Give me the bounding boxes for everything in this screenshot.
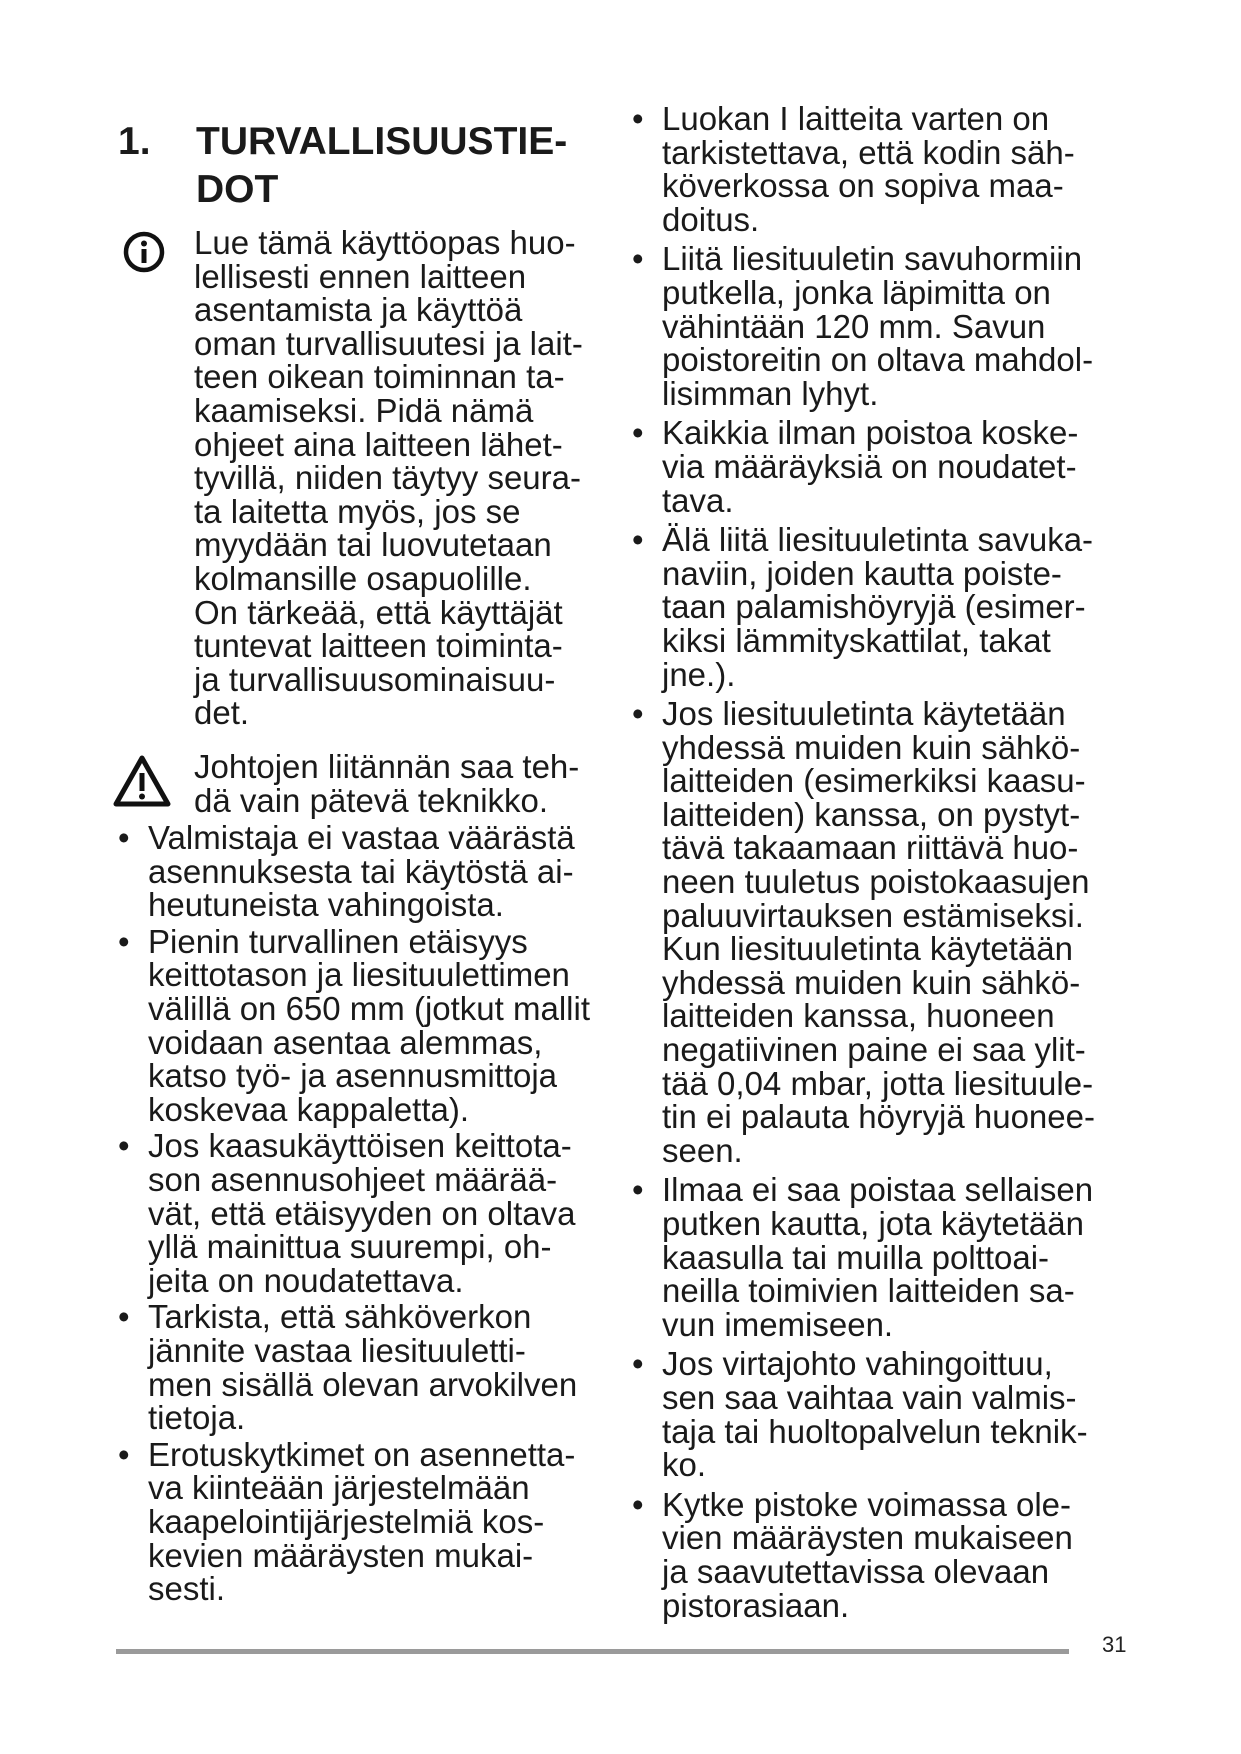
text-line: keittotason ja liesituulettimen	[148, 956, 570, 994]
text-line: laitteiden kanssa, huoneen	[662, 997, 1055, 1035]
text-line: taan palamishöyryjä (esimer-	[662, 588, 1086, 626]
text-line: lellisesti ennen laitteen	[194, 257, 527, 295]
text-line: ohjeet aina laitteen lähet-	[194, 425, 563, 463]
text-line: kaamiseksi. Pidä nämä	[194, 391, 534, 429]
bullet-dot: •	[118, 819, 130, 857]
bullet-dot: •	[632, 1171, 644, 1209]
bullet-dot: •	[118, 922, 130, 960]
bullet-dot: •	[632, 1485, 644, 1523]
text-line: katso työ- ja asennusmittoja	[148, 1057, 558, 1095]
list-item	[632, 523, 1152, 691]
text-line: On tärkeää, että käyttäjät	[194, 593, 563, 631]
text-line: Pienin turvallinen etäisyys	[148, 922, 528, 960]
text-line: asentamista ja käyttöä	[194, 291, 523, 329]
list-item	[632, 242, 1152, 410]
page-number: 31	[1102, 1632, 1127, 1657]
text-line: Ilmaa ei saa poistaa sellaisen	[662, 1171, 1094, 1209]
text-line: Luokan I laitteita varten on	[662, 100, 1050, 137]
text-line: vät, että etäisyyden on oltava	[148, 1194, 576, 1232]
text-line: tää 0,04 mbar, jotta liesituule-	[662, 1064, 1094, 1102]
text-line: ko.	[662, 1446, 707, 1484]
text-line: dä vain pätevä teknikko.	[194, 781, 549, 819]
text-line: jne.).	[662, 655, 736, 693]
section-title-line1: TURVALLISUUSTIE-	[196, 120, 568, 163]
text-line: kaasulla tai muilla polttoai-	[662, 1238, 1050, 1276]
list-item	[118, 922, 638, 1128]
text-line: Jos liesituuletinta käytetään	[662, 695, 1066, 733]
text-line: kevien määräysten mukai-	[148, 1536, 534, 1574]
warning-notice	[118, 747, 638, 819]
text-line: kiksi lämmityskattilat, takat	[662, 621, 1051, 659]
text-line: va kiinteään järjestelmään	[148, 1469, 530, 1507]
text-line: Älä liitä liesituuletinta savuka-	[662, 521, 1094, 559]
text-line: Jos virtajohto vahingoittuu,	[662, 1345, 1053, 1383]
text-line: laitteiden (esimerkiksi kaasu-	[662, 762, 1086, 800]
bullet-dot: •	[632, 100, 644, 137]
text-line: Jos kaasukäyttöisen keittota-	[148, 1127, 572, 1165]
list-item	[632, 1345, 1152, 1484]
info-icon	[122, 230, 166, 274]
list-item	[632, 102, 1152, 236]
text-line: Liitä liesituuletin savuhormiin	[662, 240, 1083, 278]
list-item	[118, 1435, 638, 1608]
list-item	[632, 1485, 1152, 1624]
footer-divider	[116, 1649, 1069, 1654]
text-line: oman turvallisuutesi ja lait-	[194, 324, 583, 362]
text-line: seen.	[662, 1131, 743, 1169]
text-line: Tarkista, että sähköverkon	[148, 1298, 532, 1336]
list-item	[632, 416, 1152, 517]
text-line: myydään tai luovutetaan	[194, 526, 552, 564]
text-line: paluuvirtauksen estämiseksi.	[662, 896, 1084, 934]
bullet-dot: •	[118, 1298, 130, 1336]
text-line: kaapelointijärjestelmiä kos-	[148, 1502, 545, 1540]
bullet-dot: •	[632, 414, 644, 452]
bullet-dot: •	[118, 1127, 130, 1165]
text-line: teen oikean toiminnan ta-	[194, 358, 565, 396]
text-line: sen saa vaihtaa vain valmis-	[662, 1378, 1077, 1416]
list-item	[632, 1173, 1152, 1341]
text-line: ta laitetta myös, jos se	[194, 492, 521, 530]
list-item	[632, 697, 1152, 1167]
text-line: Johtojen liitännän saa teh-	[194, 747, 580, 785]
text-line: yhdessä muiden kuin sähkö-	[662, 728, 1081, 766]
text-line: lisimman lyhyt.	[662, 374, 879, 412]
text-line: välillä on 650 mm (jotkut mallit	[148, 990, 590, 1028]
text-line: Kaikkia ilman poistoa koske-	[662, 414, 1079, 452]
text-line: vun imemiseen.	[662, 1305, 894, 1343]
text-line: tävä takaamaan riittävä huo-	[662, 829, 1079, 867]
text-line: yllä mainittua suurempi, oh-	[148, 1228, 552, 1266]
info-notice	[118, 226, 638, 730]
text-line: tietoja.	[148, 1399, 246, 1437]
section-number: 1.	[118, 120, 151, 163]
text-line: Valmistaja ei vastaa väärästä	[148, 819, 575, 857]
info-notice-text	[194, 226, 638, 730]
text-line: vien määräysten mukaiseen	[662, 1519, 1073, 1557]
text-line: neilla toimivien laitteiden sa-	[662, 1272, 1075, 1310]
text-line: Erotuskytkimet on asennetta-	[148, 1435, 576, 1473]
section-heading	[118, 118, 638, 214]
text-line: heutuneista vahingoista.	[148, 886, 504, 924]
bullet-dot: •	[632, 695, 644, 733]
text-line: asennuksesta tai käytöstä ai-	[148, 852, 574, 890]
text-line: tin ei palauta höyryjä huonee-	[662, 1098, 1095, 1136]
text-line: neen tuuletus poistokaasujen	[662, 863, 1090, 901]
section-title-line2: DOT	[196, 168, 279, 211]
text-line: laitteiden) kanssa, on pystyt-	[662, 795, 1081, 833]
text-line: pistorasiaan.	[662, 1586, 850, 1624]
text-line: det.	[194, 694, 250, 732]
text-line: tarkistettava, että kodin säh-	[662, 133, 1075, 171]
text-line: vähintään 120 mm. Savun	[662, 307, 1046, 345]
text-line: tuntevat laitteen toiminta-	[194, 627, 563, 665]
right-column	[632, 102, 1152, 1622]
text-line: poistoreitin on oltava mahdol-	[662, 341, 1094, 379]
text-line: negatiivinen paine ei saa ylit-	[662, 1031, 1086, 1069]
text-line: kolmansille osapuolille.	[194, 559, 532, 597]
text-line: putken kautta, jota käytetään	[662, 1205, 1084, 1242]
text-line: putkella, jonka läpimitta on	[662, 273, 1051, 311]
bullet-dot: •	[632, 240, 644, 278]
warning-notice-text	[194, 747, 638, 819]
bullet-dot: •	[118, 1435, 130, 1473]
text-line: Lue tämä käyttöopas huo-	[194, 224, 576, 261]
text-line: taja tai huoltopalvelun teknik-	[662, 1412, 1088, 1450]
text-line: Kytke pistoke voimassa ole-	[662, 1485, 1072, 1523]
list-item	[118, 821, 638, 922]
list-item	[118, 1129, 638, 1297]
text-line: men sisällä olevan arvokilven	[148, 1365, 578, 1403]
text-line: jeita on noudatettava.	[148, 1261, 464, 1299]
list-item	[118, 1298, 638, 1437]
text-line: ja turvallisuusominaisuu-	[194, 660, 556, 698]
left-column	[118, 118, 638, 1606]
bullet-dot: •	[632, 1345, 644, 1383]
text-line: naviin, joiden kautta poiste-	[662, 554, 1062, 592]
text-line: sesti.	[148, 1570, 226, 1608]
text-line: yhdessä muiden kuin sähkö-	[662, 963, 1081, 1001]
text-line: tava.	[662, 481, 734, 519]
text-line: via määräyksiä on noudatet-	[662, 447, 1077, 485]
text-line: son asennusohjeet määrää-	[148, 1161, 558, 1199]
text-line: voidaan asentaa alemmas,	[148, 1023, 543, 1061]
text-line: köverkossa on sopiva maa-	[662, 167, 1064, 205]
warning-icon	[112, 754, 172, 808]
text-line: koskevaa kappaletta).	[148, 1090, 470, 1128]
text-line: Kun liesituuletinta käytetään	[662, 930, 1073, 968]
text-line: jännite vastaa liesituuletti-	[148, 1332, 526, 1369]
text-line: ja saavutettavissa olevaan	[662, 1552, 1050, 1590]
text-line: tyvillä, niiden täytyy seura-	[194, 459, 581, 497]
text-line: doitus.	[662, 200, 760, 238]
bullet-dot: •	[632, 521, 644, 559]
